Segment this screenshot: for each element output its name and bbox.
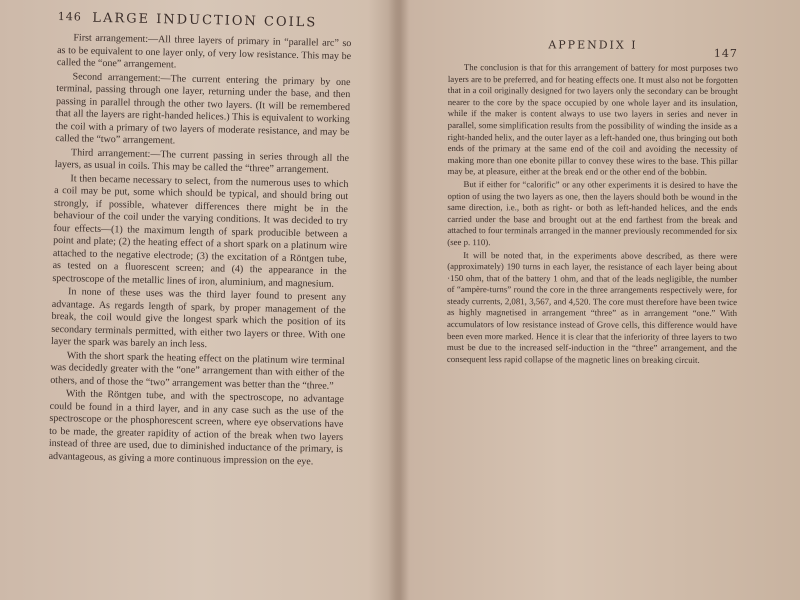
page-number: 146 — [57, 10, 82, 24]
page-number: 147 — [713, 46, 738, 61]
paragraph: In none of these uses was the third layer found to present any advantage. As regards length of spark, by proper management of the break, the coil would give the longest spark which the position of its secondary terminals permitted, with either two layers or three. With one layer the spark was barely an inch less. — [50, 286, 347, 351]
right-page-body — [447, 62, 738, 366]
left-page — [48, 10, 351, 470]
paragraph: The conclusion is that for this arrangement of battery for most purposes two layers are to be preferred, and for heating effects one. It must also not be forgotten that in a coil originally designed for two layers only the secondary can be brought nearer to the core by the space occupied by one whole layer and its insulation, while if the maker is content always to use two layers in series and never in parallel, some simplification results from the possibility of winding the inside as a right-handed helix, and the outer layer as a left-handed one, thus bringing out both ends of the primary at the same end of the coil and avoiding the necessity of making more than one ebonite pillar to convey these wires to the base. This pillar may be, at pleasure, either at the break end or the other end of the bobbin. — [447, 62, 738, 178]
paragraph: But if either for “calorific” or any other experiments it is desired to have the option of using the two layers as one, then the layers should both be wound in the same direction, i.e., both as right- or both as left-handed helices, and the ends carried under the base and brought out at the end farthest from the break and attached to four terminals arranged in the manner previously recommended for six (see p. 110). — [447, 178, 738, 248]
paragraph: It will be noted that, in the experiments above described, as there were (approximately) 190 turns in each layer, the resistance of each layer being about ·150 ohm, that of the battery 1 ohm, and that of the leads negligible, the number of “ampère-turns” round the core in the three arrangements respectively were, for steady currents, 2,081, 3,567, and 4,520. The core must therefore have been twice as highly magnetised in arrangement “three” as in arrangement “one.” With accumulators of low resistance instead of Grove cells, this difference would have been even more marked. Hence it is clear that the inferiority of three layers to two must be due to the increased self-induction in the “three” arrangement, and the consequent less rapid collapse of the magnetic lines on breaking circuit. — [446, 249, 738, 365]
paragraph: Third arrangement:—The current passing in series through all the layers, as usual in coils. This may be called the “three” arrangement. — [54, 146, 350, 176]
paragraph: With the short spark the heating effect on the platinum wire terminal was decidedly greater with the “one” arrangement than with either of the others, and of those the “two” arrangement was better than the “three.” — [50, 349, 345, 392]
paragraph: First arrangement:—All three layers of primary in “parallel arc” so as to be equivalent to one layer only, of very low resistance. This may be called the “one” arrangement. — [56, 32, 352, 71]
left-page-body — [49, 32, 352, 469]
running-head: LARGE INDUCTION COILS — [92, 10, 318, 31]
right-page — [447, 38, 738, 367]
paragraph: With the Röntgen tube, and with the spectroscope, no advantage could be found in a third layer, and in any case such as the use of the spectroscope or the phosphorescent screen, where eye observations have to be made, the greater rapidity of action of the break when two layers instead of three are used, due to diminished inductance of the primary, is advantageous, as giving a more continuous impression on the eye. — [48, 388, 345, 467]
book-gutter — [388, 0, 410, 600]
paragraph: Second arrangement:—The current entering the primary by one terminal, passing through one layer, returning under the base, and then passing in parallel through the other two layers. (It will be remembered that all the layers are right-handed helices.) This is equivalent to working the coil with a primary of two layers of moderate resistance, and may be called the “two” arrangement. — [55, 70, 351, 147]
right-page-header — [448, 38, 738, 61]
running-head: APPENDIX I — [548, 38, 638, 52]
paragraph: It then became necessary to select, from the numerous uses to which a coil may be put, some which should be typical, and should bring out strongly, if possible, whatever differences there might be in the behaviour of the coil under the varying conditions. It was decided to try four effects—(1) the maximum length of spark producible between a point and plate; (2) the heating effect of a short spark on a platinum wire attached to the negative electrode; (3) the excitation of a Röntgen tube, as tested on a fluorescent screen; and (4) the appearance in the spectroscope of the metallic lines of iron, aluminium, and magnesium. — [52, 172, 349, 290]
